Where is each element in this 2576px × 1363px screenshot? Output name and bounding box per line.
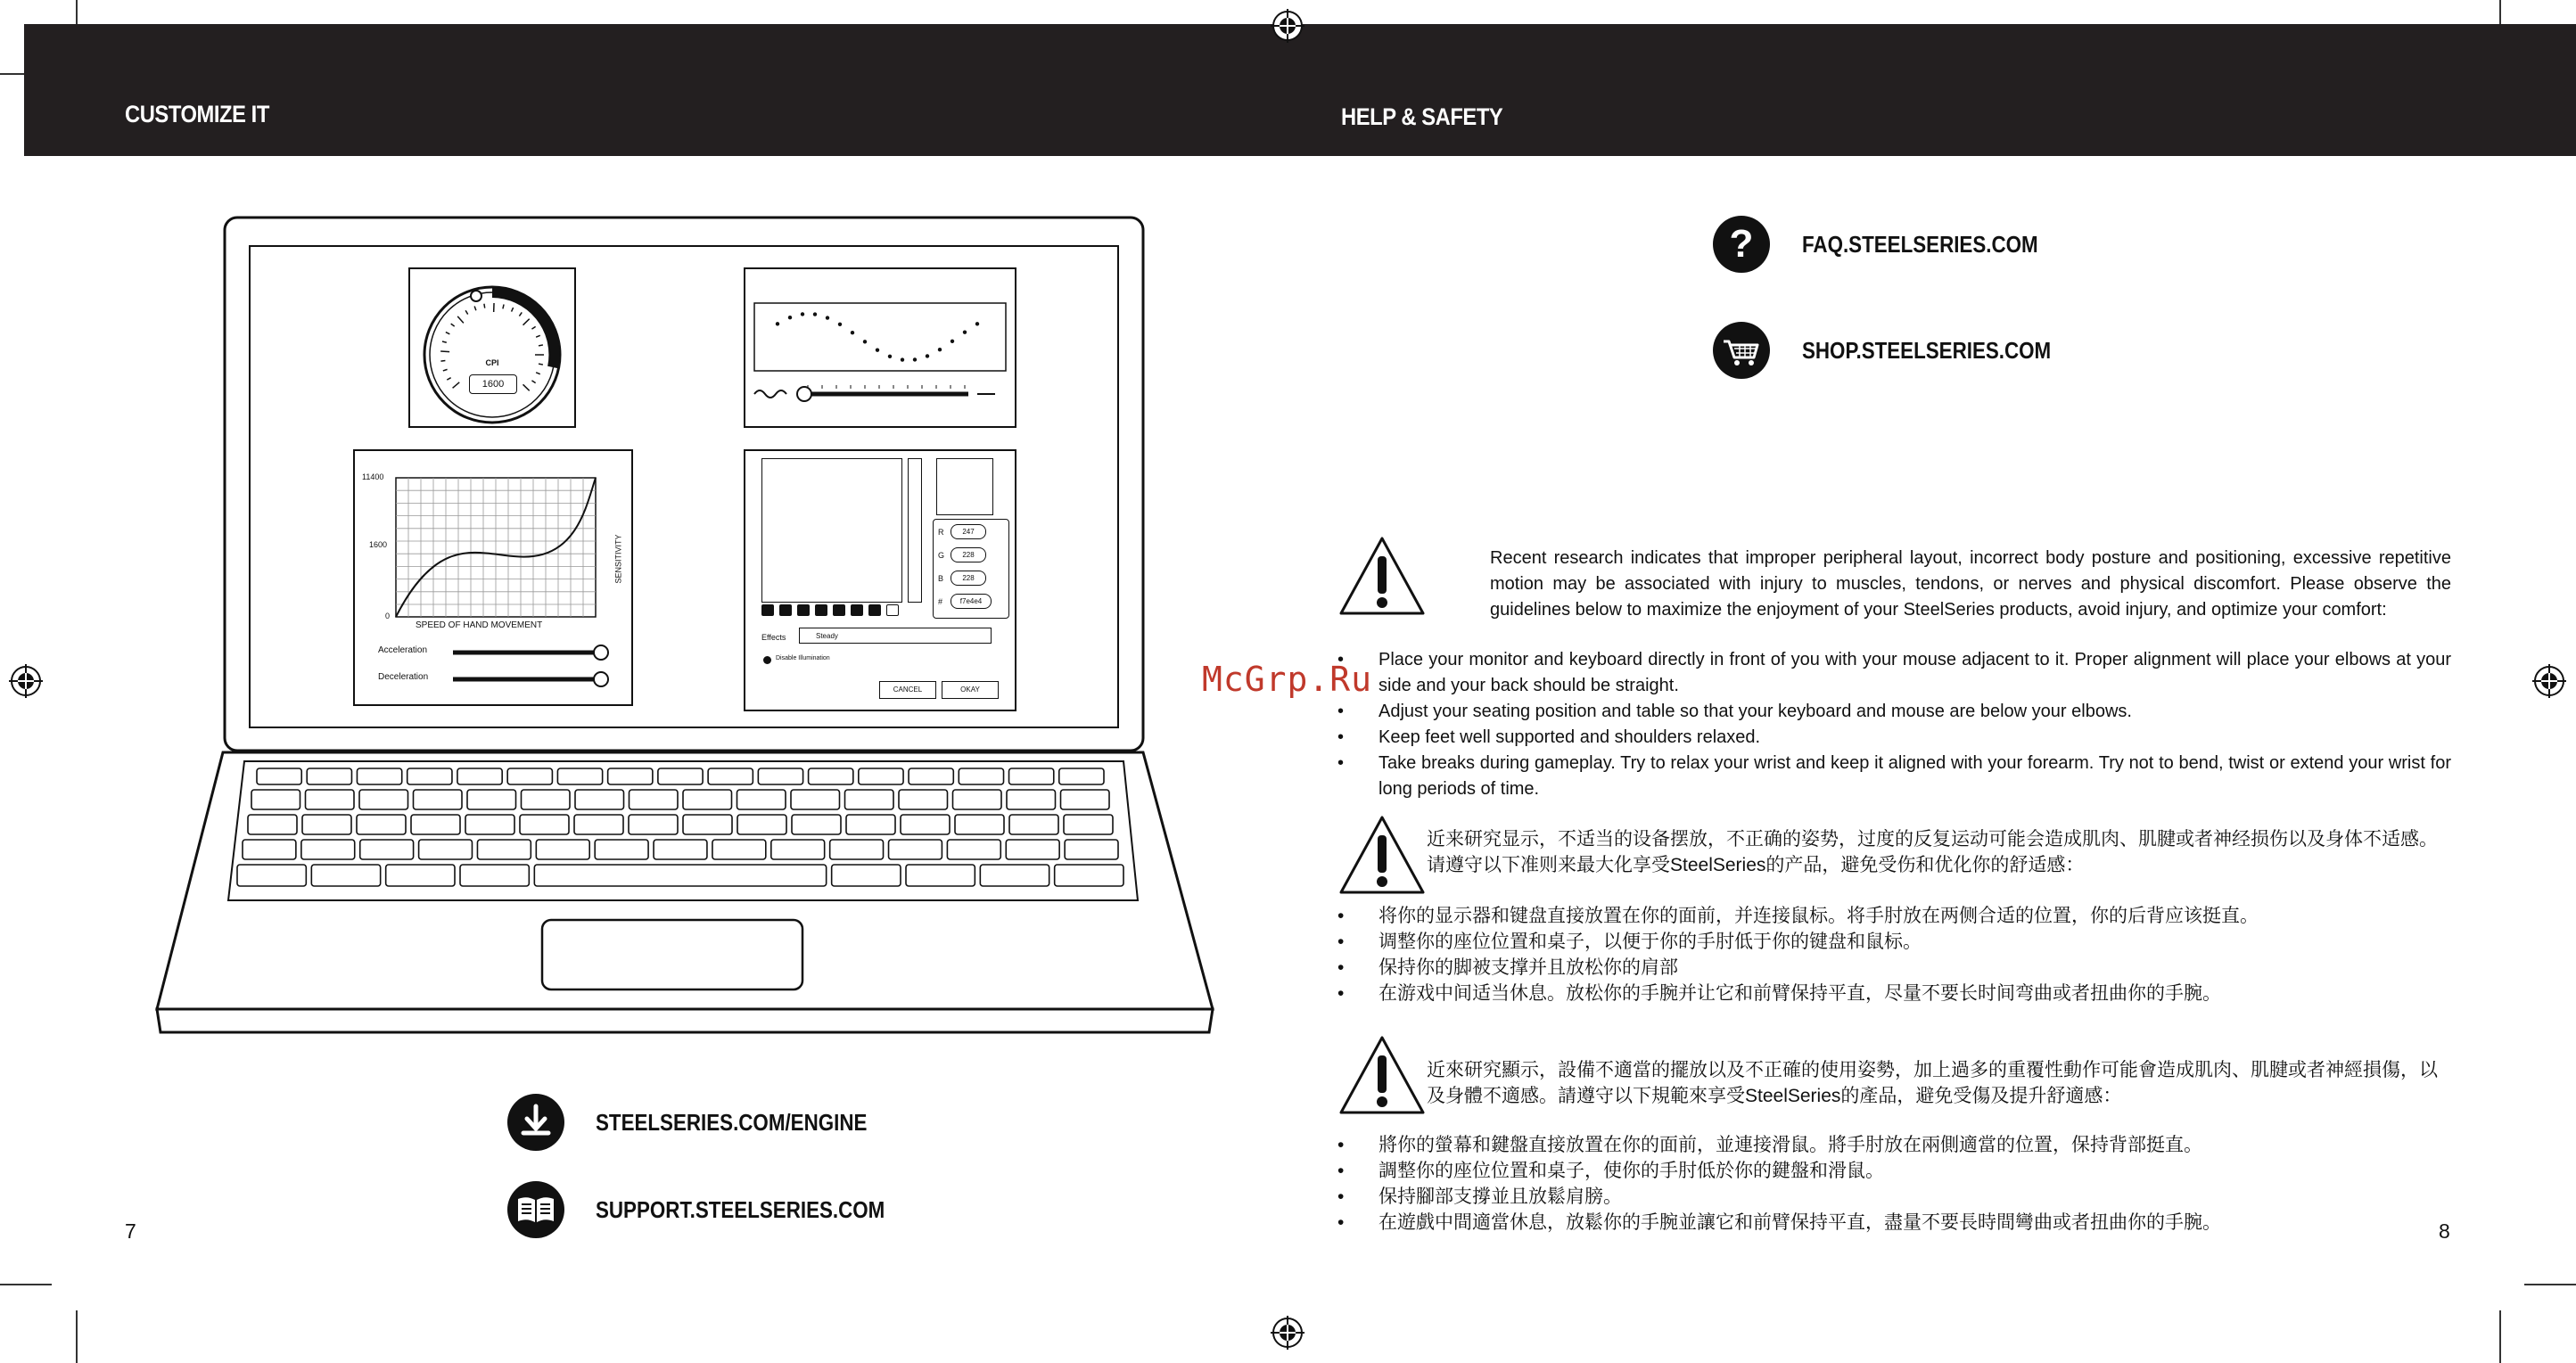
wave-dot	[788, 316, 792, 319]
keyboard-key	[889, 840, 942, 859]
keyboard-key	[595, 840, 648, 859]
download-icon	[507, 1094, 564, 1151]
deceleration-label: Deceleration	[378, 672, 429, 682]
simplified-chinese-safety-intro: 近来研究显示，不适当的设备摆放，不正确的姿势，过度的反复运动可能会造成肌肉、肌腱或者神经损伤以及身体不适感。请遵守以下准则来最大化享受SteelSeries的产品，避免受伤和优化你的舒适感：	[1427, 829, 2438, 875]
english-safety-list	[1337, 647, 2451, 802]
list-item: • 保持你的脚被支撑并且放松你的肩部	[1337, 955, 2451, 981]
wave-dot	[938, 348, 942, 351]
engine-download-link[interactable]: STEELSERIES.COM/ENGINE	[596, 1109, 868, 1136]
keyboard-key	[1059, 768, 1104, 784]
keyboard-key	[460, 865, 529, 886]
wave-dot	[813, 312, 817, 316]
keyboard-key	[248, 815, 297, 834]
crop-mark	[0, 1284, 52, 1285]
effects-label: Effects	[761, 633, 786, 642]
keyboard-key	[909, 768, 953, 784]
wave-dot	[826, 316, 829, 319]
wave-dot	[901, 357, 904, 361]
keyboard-key	[658, 768, 703, 784]
wave-preview	[745, 269, 1015, 426]
faq-link[interactable]: FAQ.STEELSERIES.COM	[1802, 231, 2038, 258]
right-page-title: HELP & SAFETY	[1341, 103, 1503, 130]
question-icon	[1713, 216, 1770, 273]
keyboard-key	[302, 815, 351, 834]
cart-icon	[1713, 322, 1770, 379]
keyboard-key	[301, 840, 355, 859]
keyboard-key	[1006, 840, 1059, 859]
keyboard-key	[467, 790, 516, 809]
wave-dot	[888, 355, 892, 358]
disable-illumination-radio	[763, 656, 771, 664]
keyboard-key	[712, 840, 766, 859]
list-item: • 将你的显示器和键盘直接放置在你的面前，并连接鼠标。将手肘放在两侧合适的位置，你的后背应该挺直。	[1337, 903, 2451, 929]
book-icon	[507, 1181, 564, 1238]
left-page-number: 7	[125, 1219, 136, 1243]
keyboard-key	[534, 865, 826, 886]
hex-value-field: f7e4e4	[951, 594, 992, 609]
graph-x-axis-label: SPEED OF HAND MOVEMENT	[416, 620, 543, 630]
rgb-label: G	[938, 551, 945, 560]
laptop-outline	[152, 214, 1222, 1034]
keyboard-key	[477, 840, 531, 859]
keyboard-key	[557, 768, 602, 784]
keyboard-key	[959, 768, 1003, 784]
list-item: • 將你的螢幕和鍵盤直接放置在你的面前，並連接滑鼠。將手肘放在兩側適當的位置，保持背部挺直。	[1337, 1132, 2451, 1158]
keyboard-key	[357, 815, 406, 834]
list-item: • Keep feet well supported and shoulders relaxed.	[1337, 725, 2451, 751]
keyboard-key	[955, 815, 1004, 834]
sensitivity-curve-graph	[355, 451, 631, 704]
keyboard-key	[792, 815, 841, 834]
traditional-chinese-safety-intro: 近來研究顯示，設備不適當的擺放以及不正確的使用姿勢，加上過多的重覆性動作可能會造成肌肉、肌腱或者神經損傷，以及身體不適感。請遵守以下規範來享受SteelSeries的產品，避免受傷及提升舒適感：	[1427, 1060, 2438, 1106]
keyboard-key	[608, 768, 653, 784]
registration-mark-icon	[1271, 9, 1304, 43]
keyboard-key	[791, 790, 840, 809]
list-item: • 在遊戲中間適當休息，放鬆你的手腕並讓它和前臂保持平直，盡量不要長時間彎曲或者扭曲你的手腕。	[1337, 1210, 2451, 1236]
illumination-wave-panel	[744, 267, 1016, 428]
keyboard-key	[257, 768, 301, 784]
wave-dot	[776, 322, 779, 325]
keyboard-key	[654, 840, 707, 859]
keyboard-key	[832, 865, 901, 886]
svg-text:?: ?	[1729, 222, 1754, 266]
keyboard-key	[243, 840, 296, 859]
list-item: • Place your monitor and keyboard directly in front of you with your mouse adjacent to it. Proper alignment will place your elbows at your side and your back should be straight.	[1337, 647, 2451, 699]
warning-icon	[1337, 535, 1427, 617]
simplified-chinese-safety-list	[1337, 903, 2451, 1006]
keyboard-key	[1065, 840, 1118, 859]
keyboard-key	[1007, 790, 1056, 809]
rgb-label: B	[938, 574, 944, 583]
keyboard-key	[1064, 815, 1113, 834]
list-item: • 调整你的座位位置和桌子，以便于你的手肘低于你的键盘和鼠标。	[1337, 929, 2451, 955]
keyboard-key	[846, 815, 895, 834]
cpi-dial-panel	[408, 267, 576, 428]
crop-mark	[2499, 1310, 2501, 1363]
keyboard-key	[507, 768, 552, 784]
keyboard-key	[522, 790, 571, 809]
warning-icon	[1337, 814, 1427, 896]
keyboard-key	[520, 815, 569, 834]
keyboard-key	[758, 768, 802, 784]
keyboard-key	[708, 768, 753, 784]
okay-button: OKAY	[942, 681, 999, 699]
wave-dot	[876, 348, 879, 351]
keyboard-key	[359, 790, 408, 809]
color-field	[761, 458, 902, 603]
keyboard-key	[947, 840, 1000, 859]
keyboard-key	[906, 865, 975, 886]
keyboard-key	[809, 768, 853, 784]
shop-link[interactable]: SHOP.STEELSERIES.COM	[1802, 337, 2052, 364]
header-bar	[24, 24, 2576, 156]
keyboard-key	[859, 768, 903, 784]
list-item: • Adjust your seating position and table so that your keyboard and mouse are below your elbows.	[1337, 699, 2451, 725]
rgb-label: #	[938, 597, 943, 606]
left-page-title: CUSTOMIZE IT	[125, 101, 269, 127]
keyboard-key	[457, 768, 502, 784]
wave-dot	[926, 354, 929, 357]
keyboard-key	[411, 815, 460, 834]
keyboard-key	[575, 790, 624, 809]
english-safety-intro: Recent research indicates that improper peripheral layout, incorrect body posture and positioning, excessive repetitive motion may be associated with injury to muscles, tendons, or nerves and physical discomfort. Please observe the guidelines below to maximize the enjoyment of your SteelSeries products, avoid injury, and optimize your comfort:	[1490, 548, 2451, 620]
color-swatch-preview	[936, 458, 993, 515]
warning-icon	[1337, 1034, 1427, 1116]
keyboard-key	[465, 815, 514, 834]
keyboard-key	[574, 815, 623, 834]
keyboard-key	[1061, 790, 1110, 809]
cpi-label: CPI	[485, 358, 499, 367]
cpi-value-field: 1600	[469, 374, 517, 394]
watermark: McGrp.Ru	[1202, 660, 1373, 699]
registration-mark-icon	[2532, 664, 2566, 698]
keyboard-key	[629, 815, 678, 834]
keyboard-key	[1055, 865, 1123, 886]
registration-mark-icon	[9, 664, 43, 698]
keyboard-key	[311, 865, 380, 886]
registration-mark-icon	[1271, 1316, 1304, 1350]
keyboard-key	[901, 815, 950, 834]
keyboard-key	[251, 790, 300, 809]
sensitivity-graph-panel	[353, 449, 633, 706]
keyboard-key	[414, 790, 463, 809]
keyboard-key	[386, 865, 455, 886]
acceleration-label: Acceleration	[378, 645, 428, 655]
wave-dot	[963, 330, 967, 333]
crop-mark	[2524, 1284, 2576, 1285]
wave-dot	[975, 322, 979, 325]
keyboard-key	[953, 790, 1002, 809]
keyboard-key	[845, 790, 894, 809]
keyboard-key	[771, 840, 825, 859]
keyboard-key	[306, 790, 355, 809]
keyboard-key	[536, 840, 589, 859]
keyboard-key	[360, 840, 414, 859]
keyboard-key	[737, 790, 786, 809]
list-item: • 調整你的座位位置和桌子，使你的手肘低於你的鍵盤和滑鼠。	[1337, 1158, 2451, 1184]
list-item: • Take breaks during gameplay. Try to relax your wrist and keep it aligned with your forearm. Try not to bend, twist or extend your wrist for long periods of time.	[1337, 751, 2451, 802]
keyboard-key	[237, 865, 306, 886]
wave-dot	[801, 312, 804, 316]
keyboard-key	[1009, 815, 1058, 834]
wave-dot	[838, 323, 842, 326]
graph-tick-label: 0	[385, 612, 391, 620]
right-page-number: 8	[2439, 1219, 2450, 1243]
wave-dot	[951, 340, 954, 343]
graph-tick-label: 1600	[369, 540, 388, 549]
list-item: • 在游戏中间适当休息。放松你的手腕并让它和前臂保持平直，尽量不要长时间弯曲或者扭曲你的手腕。	[1337, 981, 2451, 1006]
dial-tick	[440, 351, 449, 352]
keyboard-key	[683, 815, 732, 834]
green-value-field: 228	[951, 547, 986, 562]
graph-y-axis-label: SENSITIVITY	[613, 534, 623, 584]
keyboard-key	[683, 790, 732, 809]
support-link[interactable]: SUPPORT.STEELSERIES.COM	[596, 1196, 885, 1223]
dial-tick	[539, 345, 543, 346]
traditional-chinese-safety-list	[1337, 1132, 2451, 1236]
blue-value-field: 228	[951, 571, 986, 586]
effects-dropdown: Steady	[799, 628, 992, 644]
keyboard-key	[357, 768, 401, 784]
red-value-field: 247	[951, 524, 986, 539]
preset-swatches	[761, 604, 918, 617]
cancel-button: CANCEL	[879, 681, 936, 699]
keyboard-key	[1009, 768, 1054, 784]
list-item: • 保持腳部支撐並且放鬆肩膀。	[1337, 1184, 2451, 1210]
keyboard-key	[737, 815, 786, 834]
rgb-label: R	[938, 528, 944, 537]
wave-dot	[851, 331, 854, 334]
disable-illumination-label: Disable Illumination	[776, 655, 830, 661]
graph-tick-label: 11400	[362, 472, 384, 481]
keyboard-key	[980, 865, 1049, 886]
dial-tick	[484, 304, 485, 308]
hue-slider	[908, 458, 922, 603]
laptop-illustration	[152, 214, 1222, 1034]
keyboard-key	[630, 790, 679, 809]
color-picker-panel	[744, 449, 1016, 711]
keyboard-key	[307, 768, 351, 784]
wave-dot	[863, 340, 867, 343]
crop-mark	[76, 1310, 78, 1363]
keyboard-key	[407, 768, 452, 784]
wave-dot	[913, 357, 917, 361]
keyboard-key	[419, 840, 473, 859]
keyboard-key	[899, 790, 948, 809]
cpi-gauge-dial	[410, 269, 574, 426]
keyboard-key	[830, 840, 884, 859]
